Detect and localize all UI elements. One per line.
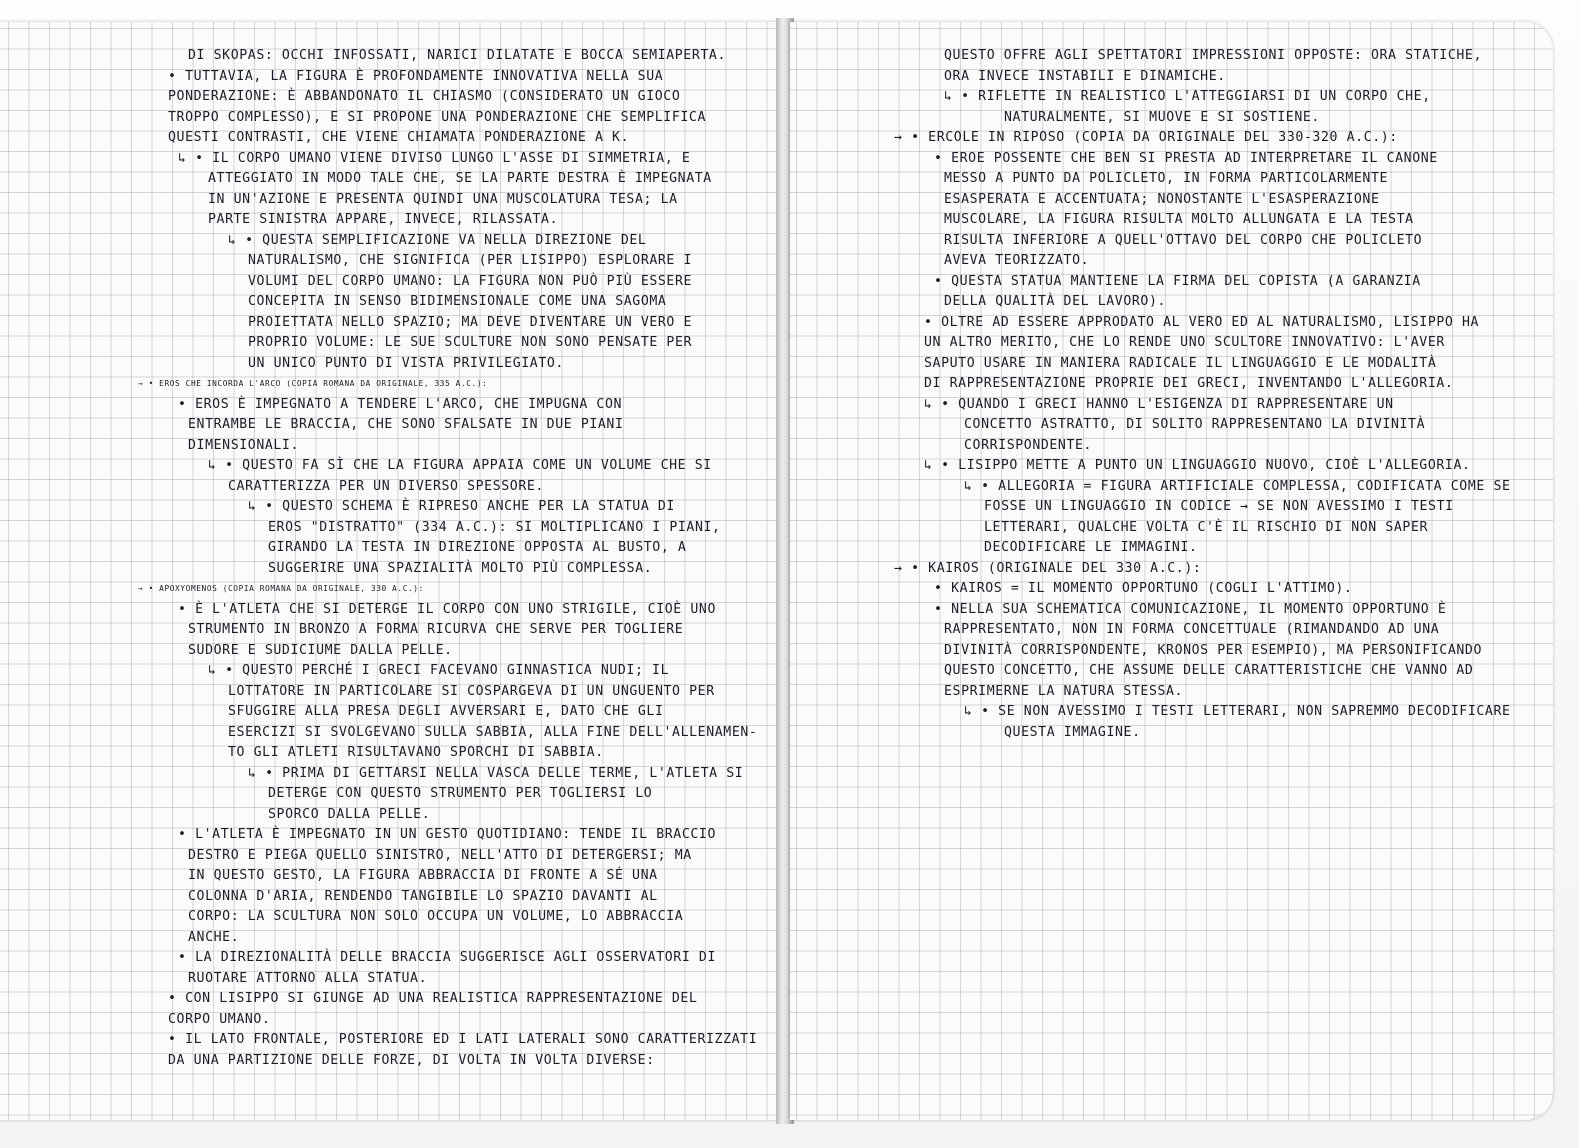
handwritten-line: ↳ • QUESTO PERCHÉ I GRECI FACEVANO GINNASTICA NUDI; IL [208, 663, 670, 678]
handwritten-line: QUESTI CONTRASTI, CHE VIENE CHIAMATA PONDERAZIONE A K. [168, 130, 630, 145]
handwritten-line: EROS "DISTRATTO" (334 A.C.): SI MOLTIPLICANO I PIANI, [268, 519, 721, 535]
handwritten-line: UN UNICO PUNTO DI VISTA PRIVILEGIATO. [248, 355, 564, 371]
handwritten-line: → • KAIROS (ORIGINALE DEL 330 A.C.): [894, 560, 1202, 576]
left-page [0, 22, 779, 1120]
handwritten-line: SFUGGIRE ALLA PRESA DEGLI AVVERSARI E, DATO CHE GLI [228, 704, 664, 719]
handwritten-line: ↳ • LISIPPO METTE A PUNTO UN LINGUAGGIO NUOVO, CIOÈ L'ALLEGORIA. [924, 458, 1471, 473]
handwritten-line: PROPRIO VOLUME: LE SUE SCULTURE NON SONO PENSATE PER [248, 335, 693, 350]
handwritten-line: • QUESTA STATUA MANTIENE LA FIRMA DEL COPISTA (A GARANZIA [934, 273, 1421, 289]
handwritten-line: ↳ • RIFLETTE IN REALISTICO L'ATTEGGIARSI DI UN CORPO CHE, [944, 89, 1431, 104]
handwritten-line: NATURALMENTE, SI MUOVE E SI SOSTIENE. [1004, 109, 1320, 125]
handwritten-line: → • APOXYOMENOS (COPIA ROMANA DA ORIGINALE, 330 A.C.): [138, 584, 424, 593]
handwritten-line: STRUMENTO IN BRONZO A FORMA RICURVA CHE SERVE PER TOGLIERE [188, 622, 684, 637]
handwritten-line: ENTRAMBE LE BRACCIA, CHE SONO SFALSATE IN DUE PIANI [188, 417, 624, 432]
handwritten-line: CORPO: LA SCULTURA NON SOLO OCCUPA UN VOLUME, LO ABBRACCIA [188, 909, 684, 924]
handwritten-line: UN ALTRO MERITO, CHE LO RENDE UNO SCULTORE INNOVATIVO: L'AVER [924, 335, 1445, 350]
handwritten-line: DELLA QUALITÀ DEL LAVORO). [944, 294, 1167, 309]
handwritten-line: COLONNA D'ARIA, RENDENDO TANGIBILE LO SPAZIO DAVANTI AL [188, 888, 658, 904]
handwritten-line: → • EROS CHE INCORDA L'ARCO (COPIA ROMANA DA ORIGINALE, 335 A.C.): [138, 379, 488, 388]
handwritten-line: PONDERAZIONE: È ABBANDONATO IL CHIASMO (CONSIDERATO UN GIOCO [168, 89, 681, 104]
handwritten-line: • EROE POSSENTE CHE BEN SI PRESTA AD INTERPRETARE IL CANONE [934, 150, 1438, 166]
handwritten-line: VOLUMI DEL CORPO UMANO: LA FIGURA NON PUÒ PIÙ ESSERE [248, 273, 693, 289]
handwritten-line: CONCEPITA IN SENSO BIDIMENSIONALE COME UNA SAGOMA [248, 294, 667, 309]
handwritten-line: TROPPO COMPLESSO), E SI PROPONE UNA PONDERAZIONE CHE SEMPLIFICA [168, 109, 706, 125]
handwritten-line: • IL LATO FRONTALE, POSTERIORE ED I LATI LATERALI SONO CARATTERIZZATI [168, 1032, 758, 1047]
handwritten-line: DIVINITÀ CORRISPONDENTE, KRONOS PER ESEMPIO), MA PERSONIFICANDO [944, 642, 1482, 658]
handwritten-line: • EROS È IMPEGNATO A TENDERE L'ARCO, CHE IMPUGNA CON [178, 396, 623, 412]
handwritten-line: QUESTO CONCETTO, CHE ASSUME DELLE CARATTERISTICHE CHE VANNO AD [944, 663, 1474, 678]
handwritten-line: DIMENSIONALI. [188, 437, 300, 453]
handwritten-line: ↳ • QUESTO FA SÌ CHE LA FIGURA APPAIA COME UN VOLUME CHE SI [208, 458, 712, 473]
handwritten-line: GIRANDO LA TESTA IN DIREZIONE OPPOSTA AL BUSTO, A [268, 540, 687, 555]
handwritten-line: LOTTATORE IN PARTICOLARE SI COSPARGEVA DI UN UNGUENTO PER [228, 683, 715, 699]
handwritten-line: ↳ • QUESTO SCHEMA È RIPRESO ANCHE PER LA STATUA DI [248, 499, 675, 514]
handwritten-line: ↳ • ALLEGORIA = FIGURA ARTIFICIALE COMPLESSA, CODIFICATA COME SE [964, 478, 1511, 494]
handwritten-line: • TUTTAVIA, LA FIGURA È PROFONDAMENTE INNOVATIVA NELLA SUA [168, 68, 664, 84]
handwritten-line: • NELLA SUA SCHEMATICA COMUNICAZIONE, IL MOMENTO OPPORTUNO È [934, 601, 1447, 617]
handwritten-line: CONCETTO ASTRATTO, DI SOLITO RAPPRESENTANO LA DIVINITÀ [964, 417, 1426, 432]
handwritten-line: MUSCOLARE, LA FIGURA RISULTA MOLTO ALLUNGATA E LA TESTA [944, 212, 1414, 227]
handwritten-line: SAPUTO USARE IN MANIERA RADICALE IL LINGUAGGIO E LE MODALITÀ [924, 355, 1437, 371]
handwritten-line: FOSSE UN LINGUAGGIO IN CODICE → SE NON AVESSIMO I TESTI [984, 499, 1454, 514]
handwritten-line: CARATTERIZZA PER UN DIVERSO SPESSORE. [228, 478, 544, 494]
handwritten-line: ATTEGGIATO IN MODO TALE CHE, SE LA PARTE DESTRA È IMPEGNATA [208, 171, 712, 186]
handwritten-line: DETERGE CON QUESTO STRUMENTO PER TOGLIERSI LO [268, 786, 653, 801]
handwritten-line: DA UNA PARTIZIONE DELLE FORZE, DI VOLTA IN VOLTA DIVERSE: [168, 1052, 655, 1068]
handwritten-line: • L'ATLETA È IMPEGNATO IN UN GESTO QUOTIDIANO: TENDE IL BRACCIO [178, 827, 716, 842]
handwritten-line: DECODIFICARE LE IMMAGINI. [984, 540, 1198, 555]
handwritten-line: • KAIROS = IL MOMENTO OPPORTUNO (COGLI L'ATTIMO). [934, 581, 1353, 596]
handwritten-line: NATURALISMO, CHE SIGNIFICA (PER LISIPPO) ESPLORARE I [248, 253, 693, 268]
right-page [790, 22, 1553, 1120]
handwritten-line: ESPRIMERNE LA NATURA STESSA. [944, 683, 1184, 699]
handwritten-line: MESSO A PUNTO DA POLICLETO, IN FORMA PARTICOLARMENTE [944, 171, 1389, 186]
left-page-text [138, 46, 758, 1071]
handwritten-line: CORRISPONDENTE. [964, 437, 1093, 453]
right-page-text [894, 46, 1511, 743]
handwritten-line: SUGGERIRE UNA SPAZIALITÀ MOLTO PIÙ COMPLESSA. [268, 560, 653, 576]
handwritten-line: PROIETTATA NELLO SPAZIO; MA DEVE DIVENTARE UN VERO E [248, 314, 693, 330]
handwritten-line: QUESTO OFFRE AGLI SPETTATORI IMPRESSIONI OPPOSTE: ORA STATICHE, [944, 48, 1482, 63]
handwritten-line: RUOTARE ATTORNO ALLA STATUA. [188, 970, 428, 986]
handwritten-line: ESERCIZI SI SVOLGEVANO SULLA SABBIA, ALLA FINE DELL'ALLENAMEN- [228, 724, 758, 740]
handwritten-line: • È L'ATLETA CHE SI DETERGE IL CORPO CON UNO STRIGILE, CIOÈ UNO [178, 601, 716, 617]
handwritten-line: AVEVA TEORIZZATO. [944, 253, 1090, 268]
handwritten-line: DESTRO E PIEGA QUELLO SINISTRO, NELL'ATTO DI DETERGERSI; MA [188, 847, 692, 863]
handwritten-line: ↳ • SE NON AVESSIMO I TESTI LETTERARI, NON SAPREMMO DECODIFICARE [964, 704, 1511, 719]
handwritten-line: PARTE SINISTRA APPARE, INVECE, RILASSATA. [208, 212, 559, 227]
handwritten-line: ESASPERATA E ACCENTUATA; NONOSTANTE L'ESASPERAZIONE [944, 191, 1380, 207]
handwritten-line: → • ERCOLE IN RIPOSO (COPIA DA ORIGINALE DEL 330-320 A.C.): [894, 130, 1398, 145]
handwritten-line: CORPO UMANO. [168, 1011, 271, 1027]
handwritten-line: LETTERARI, QUALCHE VOLTA C'È IL RISCHIO DI NON SAPER [984, 519, 1429, 535]
handwritten-line: ANCHE. [188, 929, 240, 945]
handwritten-line: SPORCO DALLA PELLE. [268, 806, 431, 822]
handwritten-line: SUDORE E SUDICIUME DALLA PELLE. [188, 642, 453, 658]
handwritten-line: DI SKOPAS: OCCHI INFOSSATI, NARICI DILATATE E BOCCA SEMIAPERTA. [188, 48, 726, 63]
handwritten-line: ↳ • QUESTA SEMPLIFICAZIONE VA NELLA DIREZIONE DEL [228, 232, 647, 248]
handwritten-line: RISULTA INFERIORE A QUELL'OTTAVO DEL CORPO CHE POLICLETO [944, 232, 1423, 248]
handwritten-line: ORA INVECE INSTABILI E DINAMICHE. [944, 68, 1226, 84]
handwritten-line: ↳ • QUANDO I GRECI HANNO L'ESIGENZA DI RAPPRESENTARE UN [924, 396, 1394, 412]
handwritten-line: IN QUESTO GESTO, LA FIGURA ABBRACCIA DI FRONTE A SÉ UNA [188, 868, 658, 883]
handwritten-line: DI RAPPRESENTAZIONE PROPRIE DEI GRECI, INVENTANDO L'ALLEGORIA. [924, 376, 1454, 391]
handwritten-line: RAPPRESENTATO, NON IN FORMA CONCETTUALE (RIMANDANDO AD UNA [944, 622, 1440, 637]
handwritten-line: IN UN'AZIONE E PRESENTA QUINDI UNA MUSCOLATURA TESA; LA [208, 191, 678, 207]
handwritten-line: ↳ • PRIMA DI GETTARSI NELLA VASCA DELLE TERME, L'ATLETA SI [248, 765, 744, 781]
handwritten-line: TO GLI ATLETI RISULTAVANO SPORCHI DI SABBIA. [228, 745, 604, 760]
handwritten-line: ↳ • IL CORPO UMANO VIENE DIVISO LUNGO L'ASSE DI SIMMETRIA, E [178, 150, 691, 166]
handwritten-line: QUESTA IMMAGINE. [1004, 724, 1141, 740]
handwritten-line: • LA DIREZIONALITÀ DELLE BRACCIA SUGGERISCE AGLI OSSERVATORI DI [178, 950, 716, 965]
handwritten-line: • OLTRE AD ESSERE APPRODATO AL VERO ED AL NATURALISMO, LISIPPO HA [924, 314, 1480, 330]
handwritten-line: • CON LISIPPO SI GIUNGE AD UNA REALISTICA RAPPRESENTAZIONE DEL [168, 991, 698, 1006]
